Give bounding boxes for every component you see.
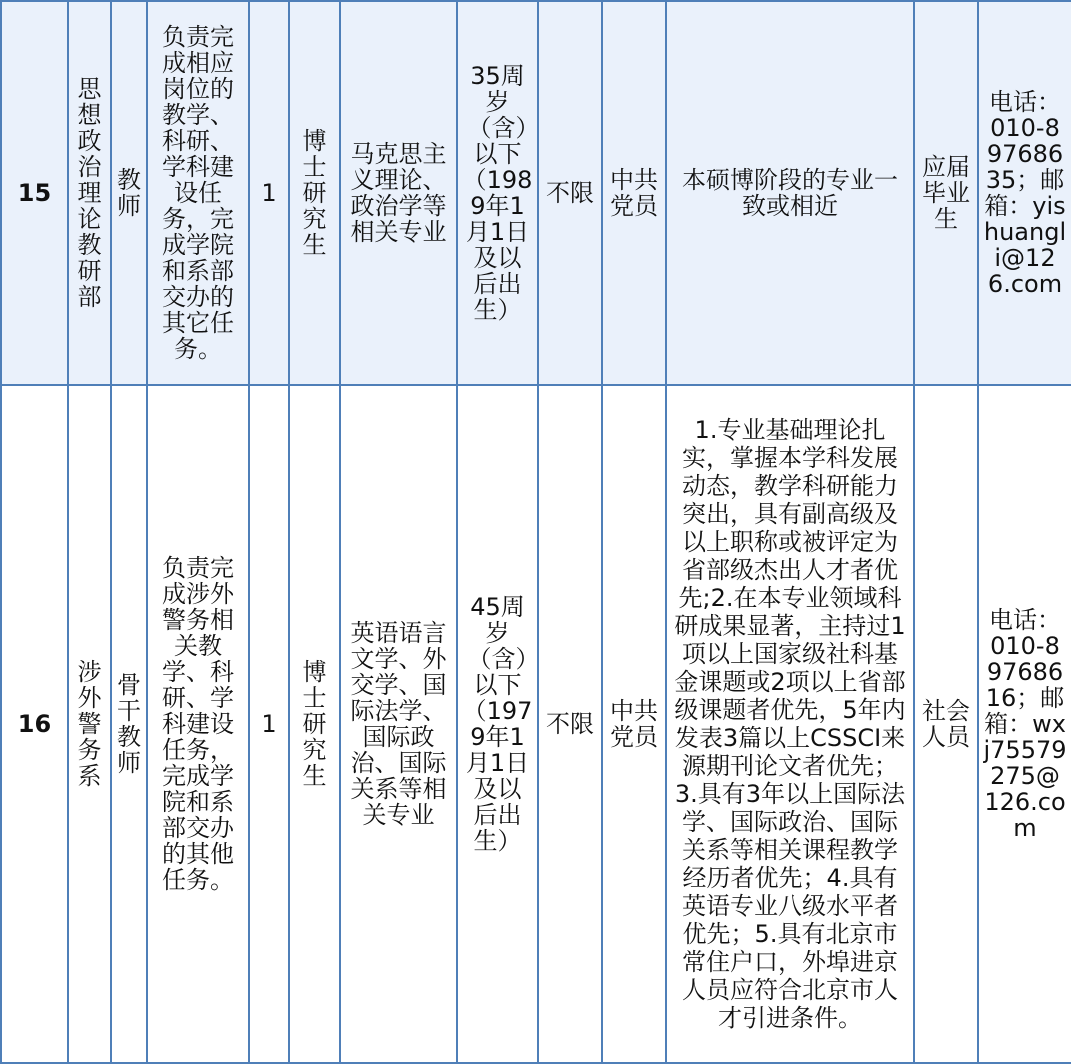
- position-cell: 骨干教师: [111, 385, 147, 1063]
- politics-cell: 中共党员: [602, 385, 666, 1063]
- other-cell: 不限: [538, 1, 602, 385]
- row-number: 16: [1, 385, 68, 1063]
- requirements-cell: 本硕博阶段的专业一致或相近: [666, 1, 914, 385]
- education-cell: 博士研究生: [289, 385, 340, 1063]
- table-row: [1, 385, 1071, 1063]
- requirements-cell: 1.专业基础理论扎实，掌握本学科发展动态，教学科研能力突出，具有副高级及以上职称或被评定为省部级杰出人才者优先;2.在本专业领域科研成果显著，主持过1项以上国家级社科基金课题或2项以上省部级课题者优先，5年内发表3篇以上CSSCI来源期刊论文者优先；3.具有3年以上国际法学、国际政治、国际关系等相关课程教学经历者优先；4.具有英语专业八级水平者优先；5.具有北京市常住户口，外埠进京人员应符合北京市人才引进条件。: [666, 385, 914, 1063]
- department-cell: 涉外警务系: [68, 385, 111, 1063]
- major-cell: 英语语言文学、外交学、国际法学、国际政治、国际关系等相关专业: [340, 385, 457, 1063]
- table-row: [1, 1, 1071, 385]
- source-cell: 社会人员: [914, 385, 978, 1063]
- other-cell: 不限: [538, 385, 602, 1063]
- major-cell: 马克思主义理论、政治学等相关专业: [340, 1, 457, 385]
- contact-cell: 电话：010-89768616；邮箱：wxj75579275@126.com: [978, 385, 1071, 1063]
- duties-cell: 负责完成相应岗位的教学、科研、学科建设任务，完成学院和系部交办的其它任务。: [147, 1, 249, 385]
- contact-cell: 电话：010-89768635；邮箱：yishuangli@126.com: [978, 1, 1071, 385]
- source-cell: 应届毕业生: [914, 1, 978, 385]
- education-cell: 博士研究生: [289, 1, 340, 385]
- duties-cell: 负责完成涉外警务相关教学、科研、学科建设任务，完成学院和系部交办的其他任务。: [147, 385, 249, 1063]
- count-cell: 1: [249, 385, 289, 1063]
- age-cell: 45周岁（含）以下（1979年1月1日及以后出生）: [457, 385, 538, 1063]
- row-number: 15: [1, 1, 68, 385]
- position-cell: 教师: [111, 1, 147, 385]
- department-cell: 思想政治理论教研部: [68, 1, 111, 385]
- count-cell: 1: [249, 1, 289, 385]
- age-cell: 35周岁（含）以下（1989年1月1日及以后出生）: [457, 1, 538, 385]
- politics-cell: 中共党员: [602, 1, 666, 385]
